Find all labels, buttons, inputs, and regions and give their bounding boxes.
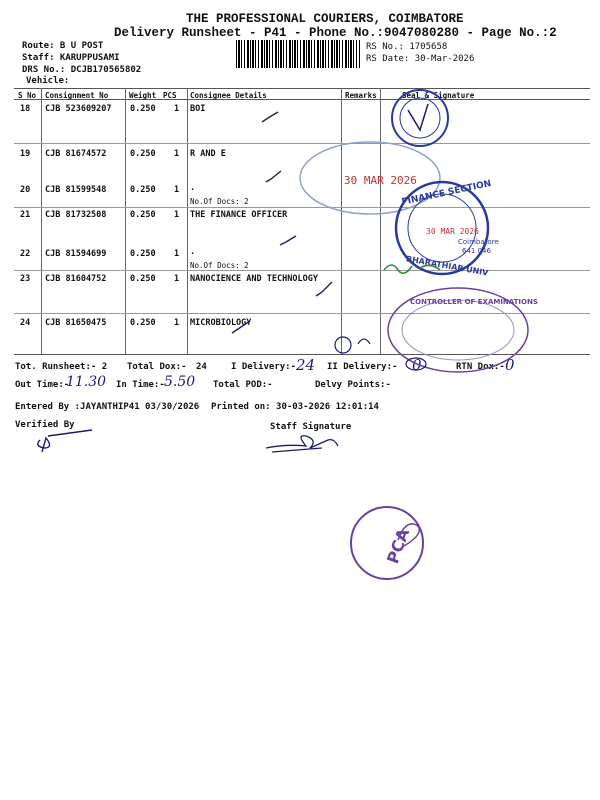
total-pod-label: Total POD:-	[213, 380, 273, 390]
tick-mark	[316, 282, 332, 296]
rs-date: RS Date: 30-Mar-2026	[366, 54, 475, 64]
seal-stamp-icon	[392, 90, 448, 146]
row-pcs: 1	[174, 104, 180, 114]
row-consignee: BOI	[190, 104, 206, 114]
row-consignee: MICROBIOLOGY	[190, 318, 252, 328]
staff-signature-icon	[266, 436, 338, 452]
printed-on: Printed on: 30-03-2026 12:01:14	[211, 402, 379, 412]
verified-by-label: Verified By	[15, 420, 75, 430]
rtn-dox-label: RTN Dox:-	[456, 362, 505, 372]
col-header-weight: Weight	[129, 91, 157, 100]
row-consignment: CJB 81604752	[45, 274, 107, 284]
entered-by: Entered By :JAYANTHIP41 03/30/2026	[15, 402, 200, 412]
row-consignment: CJB 523609207	[45, 104, 112, 114]
rtn-dox-handwritten: 0	[505, 356, 515, 374]
row-pcs: 1	[174, 318, 180, 328]
row-pcs: 1	[174, 149, 180, 159]
in-time-handwritten: 5.50	[164, 374, 196, 390]
col-header-sno: S No	[18, 91, 37, 100]
row-docs: No.Of Docs: 2	[190, 261, 249, 270]
out-time-handwritten: 11.30	[66, 374, 107, 390]
row-pcs: 1	[174, 210, 180, 220]
row-consignee: NANOCIENCE AND TECHNOLOGY	[190, 274, 318, 284]
col-header-pcs: PCS	[163, 91, 177, 100]
row-consignment: CJB 81732508	[45, 210, 107, 220]
route: Route: B U POST	[22, 41, 104, 51]
tick-mark	[262, 112, 278, 122]
i-delivery-handwritten: 24	[296, 356, 316, 374]
bharathiar-text: BHARATHIAR UNIV	[405, 254, 489, 278]
tick-mark	[280, 236, 296, 245]
handwritten-mark-icon	[358, 339, 370, 344]
date-stamp: 30 MAR 2026	[344, 174, 417, 187]
runsheet-title: Delivery Runsheet - P41 - Phone No.:9047080280 - Page No.:2	[114, 26, 557, 40]
row-pcs: 1	[174, 274, 180, 284]
rs-number: RS No.: 1705658	[366, 42, 448, 52]
row-sno: 23	[20, 274, 31, 284]
tick-mark	[266, 171, 281, 182]
staff: Staff: KARUPPUSAMI	[22, 53, 120, 63]
row-consignment: CJB 81599548	[45, 185, 107, 195]
finance-section-text: FINANCE SECTION	[400, 178, 493, 208]
col-header-seal: Seal & Signature	[402, 91, 475, 100]
row-sno: 22	[20, 249, 31, 259]
row-consignment: CJB 81594699	[45, 249, 107, 259]
col-header-consignee: Consignee Details	[190, 91, 267, 100]
tick-mark	[232, 321, 250, 333]
drs-number: DRS No.: DCJB170565802	[22, 65, 142, 75]
coimbatore-text: Coimbatore	[458, 238, 499, 246]
i-delivery-label: I Delivery:-	[231, 362, 297, 372]
row-weight: 0.250	[130, 249, 156, 259]
row-weight: 0.250	[130, 318, 156, 328]
row-sno: 20	[20, 185, 31, 195]
row-consignee: THE FINANCE OFFICER	[190, 210, 288, 220]
row-consignment: CJB 81650475	[45, 318, 107, 328]
company-name: THE PROFESSIONAL COURIERS, COIMBATORE	[186, 12, 464, 26]
row-sno: 21	[20, 210, 31, 220]
verified-signature-icon	[38, 430, 92, 452]
ii-delivery-label: II Delivery:-	[327, 362, 398, 372]
pin-text: 641 046	[462, 247, 491, 255]
row-sno: 19	[20, 149, 31, 159]
row-sno: 24	[20, 318, 31, 328]
staff-signature-label: Staff Signature	[270, 422, 352, 432]
total-dox-value: 24	[196, 362, 207, 372]
row-weight: 0.250	[130, 210, 156, 220]
row-consignee: .	[190, 247, 196, 257]
pca-stamp-icon	[351, 507, 423, 579]
row-pcs: 1	[174, 249, 180, 259]
pca-text: PCA	[383, 525, 414, 567]
vehicle: Vehicle:	[26, 76, 70, 86]
row-consignee: R AND E	[190, 149, 226, 159]
row-pcs: 1	[174, 185, 180, 195]
row-consignment: CJB 81674572	[45, 149, 107, 159]
date-stamp-2: 30 MAR 2026	[426, 227, 479, 236]
row-weight: 0.250	[130, 185, 156, 195]
row-docs: No.Of Docs: 2	[190, 197, 249, 206]
examinations-text: CONTROLLER OF EXAMINATIONS	[410, 298, 538, 306]
handwritten-circle-icon	[335, 337, 351, 353]
row-sno: 18	[20, 104, 31, 114]
ii-delivery-handwritten: 0	[412, 356, 422, 374]
in-time-label: In Time:-	[116, 380, 165, 390]
row-weight: 0.250	[130, 274, 156, 284]
finance-section-stamp-icon	[396, 179, 499, 278]
col-header-consignment: Consignment No	[45, 91, 109, 100]
out-time-label: Out Time:-	[15, 380, 70, 390]
total-runsheet: Tot. Runsheet:- 2	[15, 362, 108, 372]
row-weight: 0.250	[130, 104, 156, 114]
delvy-points-label: Delvy Points:-	[315, 380, 391, 390]
row-weight: 0.250	[130, 149, 156, 159]
total-dox-label: Total Dox:-	[127, 362, 187, 372]
row-consignee: .	[190, 183, 196, 193]
col-header-remarks: Remarks	[345, 91, 377, 100]
